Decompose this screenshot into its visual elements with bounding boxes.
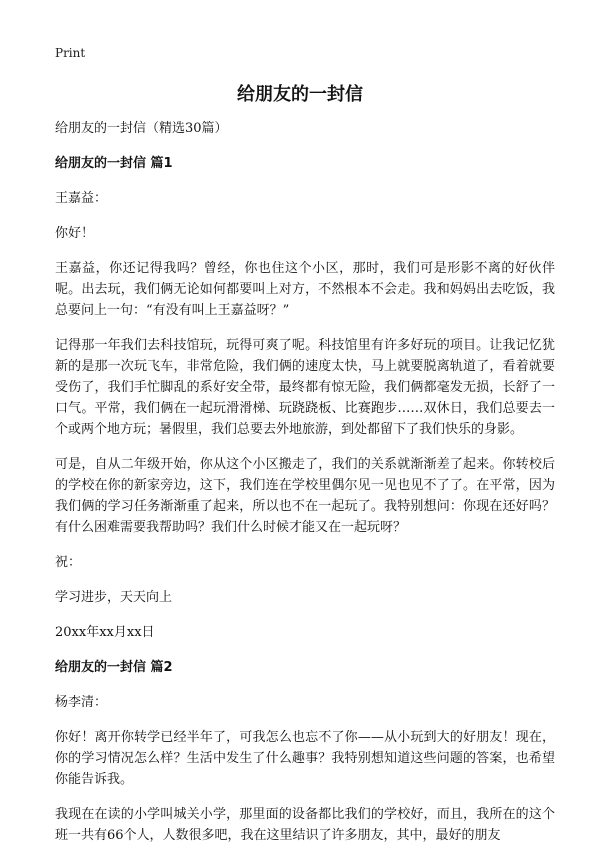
letter-1-date: 20xx年xx月xx日 (55, 625, 155, 640)
letter-2-heading: 给朋友的一封信 篇2 (55, 660, 173, 675)
letter-1-closing: 祝： (55, 555, 82, 570)
letter-1-wish: 学习进步，天天向上 (55, 590, 173, 605)
letter-1-heading: 给朋友的一封信 篇1 (55, 156, 173, 171)
letter-1-paragraph: 可是，自从二年级开始，你从这个小区搬走了，我们的关系就渐渐差了起来。你转校后的学校在你的新家旁边，这下，我们连在学校里偶尔见一见也见不了了。在平常，因为我们俩的学习任务渐渐重了起来，所以也不在一起玩了。我特别想问：你现在还好吗？有什么困难需要我帮助吗？我们什么时候才能又在一起玩呀？ (55, 457, 555, 535)
letter-1-paragraph: 记得那一年我们去科技馆玩，玩得可爽了呢。科技馆里有许多好玩的项目。让我记忆犹新的是那一次玩飞车，非常危险，我们俩的速度太快，马上就要脱离轨道了，看着就要受伤了，我们手忙脚乱的系好安全带，最终都有惊无险，我们俩都毫发无损，长舒了一口气。平常，我们俩在一起玩滑滑梯、玩跷跷板、比赛跑步……双休日，我们总要去一个或两个地方玩；暑假里，我们总要去外地旅游，到处都留下了我们快乐的身影。 (55, 338, 555, 437)
print-link[interactable]: Print (55, 46, 86, 60)
letter-1-paragraph: 王嘉益，你还记得我吗？曾经，你也住这个小区，那时，我们可是形影不离的好伙伴呢。出去玩，我们俩无论如何都要叫上对方，不然根本不会走。我和妈妈出去吃饭，我总要问上一句：“有没有叫上王嘉益呀？” (55, 261, 555, 318)
document-subtitle: 给朋友的一封信（精选30篇） (55, 121, 228, 136)
letter-1-salutation: 王嘉益： (55, 191, 108, 206)
letter-2-paragraph: 你好！离开你转学已经半年了，可我怎么也忘不了你——从小玩到大的好朋友！现在，你的学习情况怎么样？生活中发生了什么趣事？我特别想知道这些问题的答案，也希望你能告诉我。 (55, 730, 555, 787)
document-body (55, 118, 555, 860)
letter-2-salutation: 杨李清： (55, 695, 108, 710)
letter-2-paragraph: 我现在在读的小学叫城关小学，那里面的设备都比我们的学校好，而且，我所在的这个班一共有66个人，人数很多吧，我在这里结识了许多朋友，其中，最好的朋友 (55, 807, 555, 843)
page-title: 给朋友的一封信 (237, 84, 363, 105)
letter-1-greeting: 你好！ (55, 226, 95, 241)
